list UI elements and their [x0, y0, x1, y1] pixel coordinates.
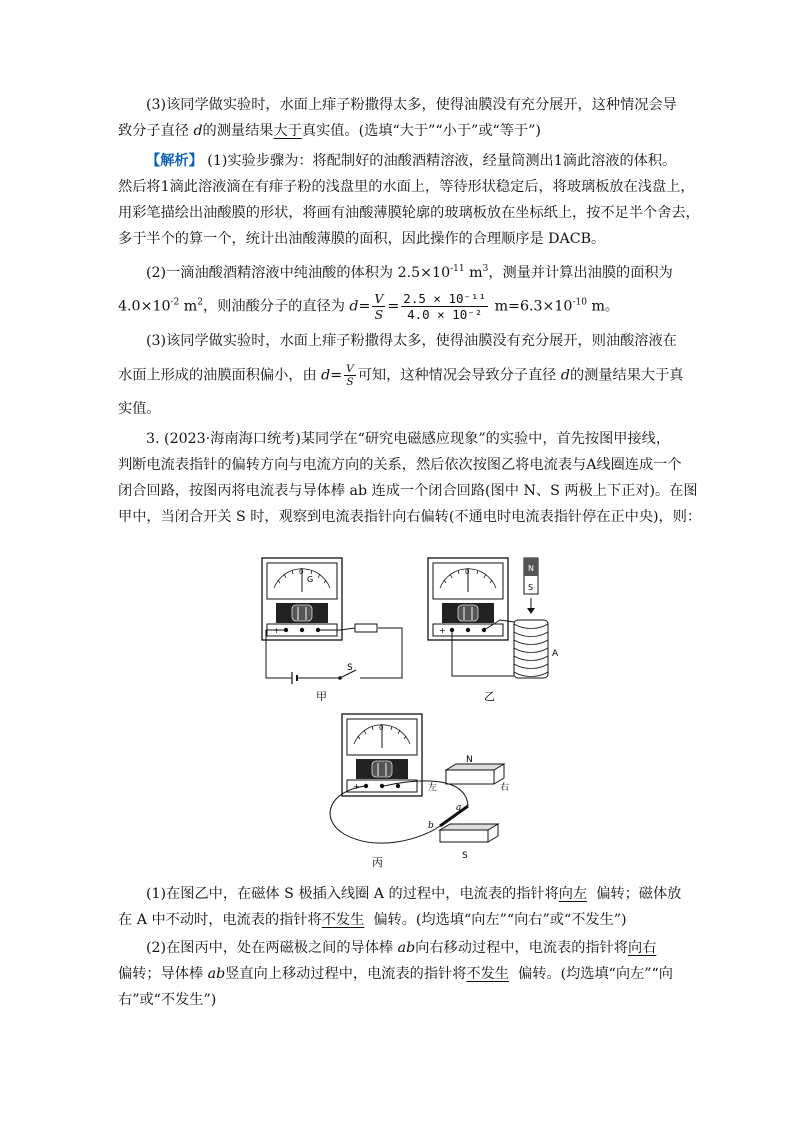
analysis-line-5: (2)一滴油酸酒精溶液中纯油酸的体积为 $2.5\times 10^{-11}$ $m^3$，测量并计算出油膜的面积为: [146, 264, 673, 281]
analysis-tag: 【解析】: [146, 153, 203, 169]
analysis-line-6: $4.0\times 10^{-2}$ $m^2$，则油酸分子的直径为 d= $\frac{V}{S}$ = $\frac{\text{2.5 × 10⁻¹¹}}{\text{4.0 × 10⁻²}}$ $m=6.3\times 10^{-10}$ m。: [118, 291, 620, 322]
q3-line-3: 闭合回路，按图丙将电流表与导体棒 ab 连成一个闭合回路(图中 N、S 两极上下正对)。在图: [118, 483, 698, 499]
caption-jia: 甲: [316, 690, 327, 703]
answer-blank: 不发生: [321, 912, 365, 928]
diameter-fraction: $\frac{\text{2.5 × 10⁻¹¹}}{\text{4.0 × 10⁻²}}$: [403, 291, 487, 322]
meter-zero-label: 0: [379, 724, 384, 732]
q3-line-2: 判断电流表指针的偏转方向与电流方向的关系，然后依次按图乙将电流表与A线圈连成一个: [118, 457, 682, 473]
rod-a-label: a: [456, 803, 462, 813]
analysis-line-8: 水面上形成的油膜面积偏小，由 d= $\frac{V}{S}$ 可知，这种情况会导致分子直径 d的测量结果大于真: [118, 363, 684, 388]
figure-bing: [330, 714, 509, 861]
magnet-s-label: S: [528, 583, 534, 592]
rod-b-label: b: [428, 821, 434, 831]
magnet-n-label: N: [528, 564, 534, 573]
question-3-line-1: (3)该同学做实验时，水面上痱子粉撒得太多，使得油膜没有充分展开，这种情况会导: [146, 97, 677, 113]
q3-line-4: 甲中，当闭合开关 S 时，观察到电流表指针向右偏转(不通电时电流表指针停在正中央)，则：: [118, 509, 702, 525]
caption-yi: 乙: [484, 690, 495, 703]
figure-yi: [428, 558, 559, 678]
q3-part1-line-2: 在 A 中不动时，电流表的指针将不发生 偏转。(均选填“向左”“向右”或“不发生”): [118, 912, 627, 928]
figure-jia: [262, 558, 402, 684]
meter-zero-label: 0: [299, 568, 304, 576]
analysis-line-4: 多于半个的算一个，统计出油酸薄膜的面积，因此操作的合理顺序是 DACB。: [118, 231, 606, 247]
q3-part2-line-2: 偏转；导体棒 ab竖直向上移动过程中，电流表的指针将不发生 偏转。(均选填“向左”“向: [118, 966, 673, 982]
galvanometer-label: G: [307, 575, 314, 584]
block-s-label: S: [462, 851, 468, 861]
analysis-line-3: 用彩笔描绘出油酸膜的形状，将画有油酸薄膜轮廓的玻璃板放在坐标纸上，按不足半个舍去，: [118, 205, 700, 221]
q3-part2-line-3: 右”或“不发生”): [118, 992, 217, 1008]
question-3-line-2: 致分子直径 d的测量结果大于真实值。(选填“大于”“小于”或“等于”): [118, 123, 541, 139]
label-right: 右: [500, 783, 510, 793]
label-left: 左: [428, 783, 438, 793]
q3-part1-line-1: (1)在图乙中，在磁体 S 极插入线圈 A 的过程中，电流表的指针将向左 偏转；磁体放: [146, 886, 682, 902]
analysis-line-9: 实值。: [118, 401, 161, 417]
answer-blank: 大于: [273, 123, 302, 139]
analysis-line-7: (3)该同学做实验时，水面上痱子粉撒得太多，使得油膜没有充分展开，则油酸溶液在: [146, 333, 677, 349]
switch-s-label: S: [347, 663, 353, 673]
answer-blank: 向左: [558, 886, 588, 902]
analysis-line-1: 【解析】 (1)实验步骤为：将配制好的油酸酒精溶液，经量筒测出1滴此溶液的体积。: [146, 153, 677, 169]
meter-zero-label: 0: [465, 568, 470, 576]
analysis-line-2: 然后将1滴此溶液滴在有痱子粉的浅盘里的水面上，等待形状稳定后，将玻璃板放在浅盘上，: [118, 179, 695, 195]
caption-bing: 丙: [372, 856, 383, 869]
q3-line-1: 3. (2023·海南海口统考)某同学在“研究电磁感应现象”的实验中，首先按图甲接线，: [146, 431, 671, 447]
coil-a-label: A: [552, 649, 559, 659]
block-n-label: N: [466, 755, 473, 765]
experiment-figure: + 0 G S 甲 0 N S A 乙 0 N 左 右 S a b 丙: [11, 68, 559, 869]
answer-blank: 向右: [627, 940, 657, 956]
answer-blank: 不发生: [466, 966, 509, 982]
q3-part2-line-1: (2)在图丙中，处在两磁极之间的导体棒 ab向右移动过程中，电流表的指针将向右: [146, 940, 657, 956]
